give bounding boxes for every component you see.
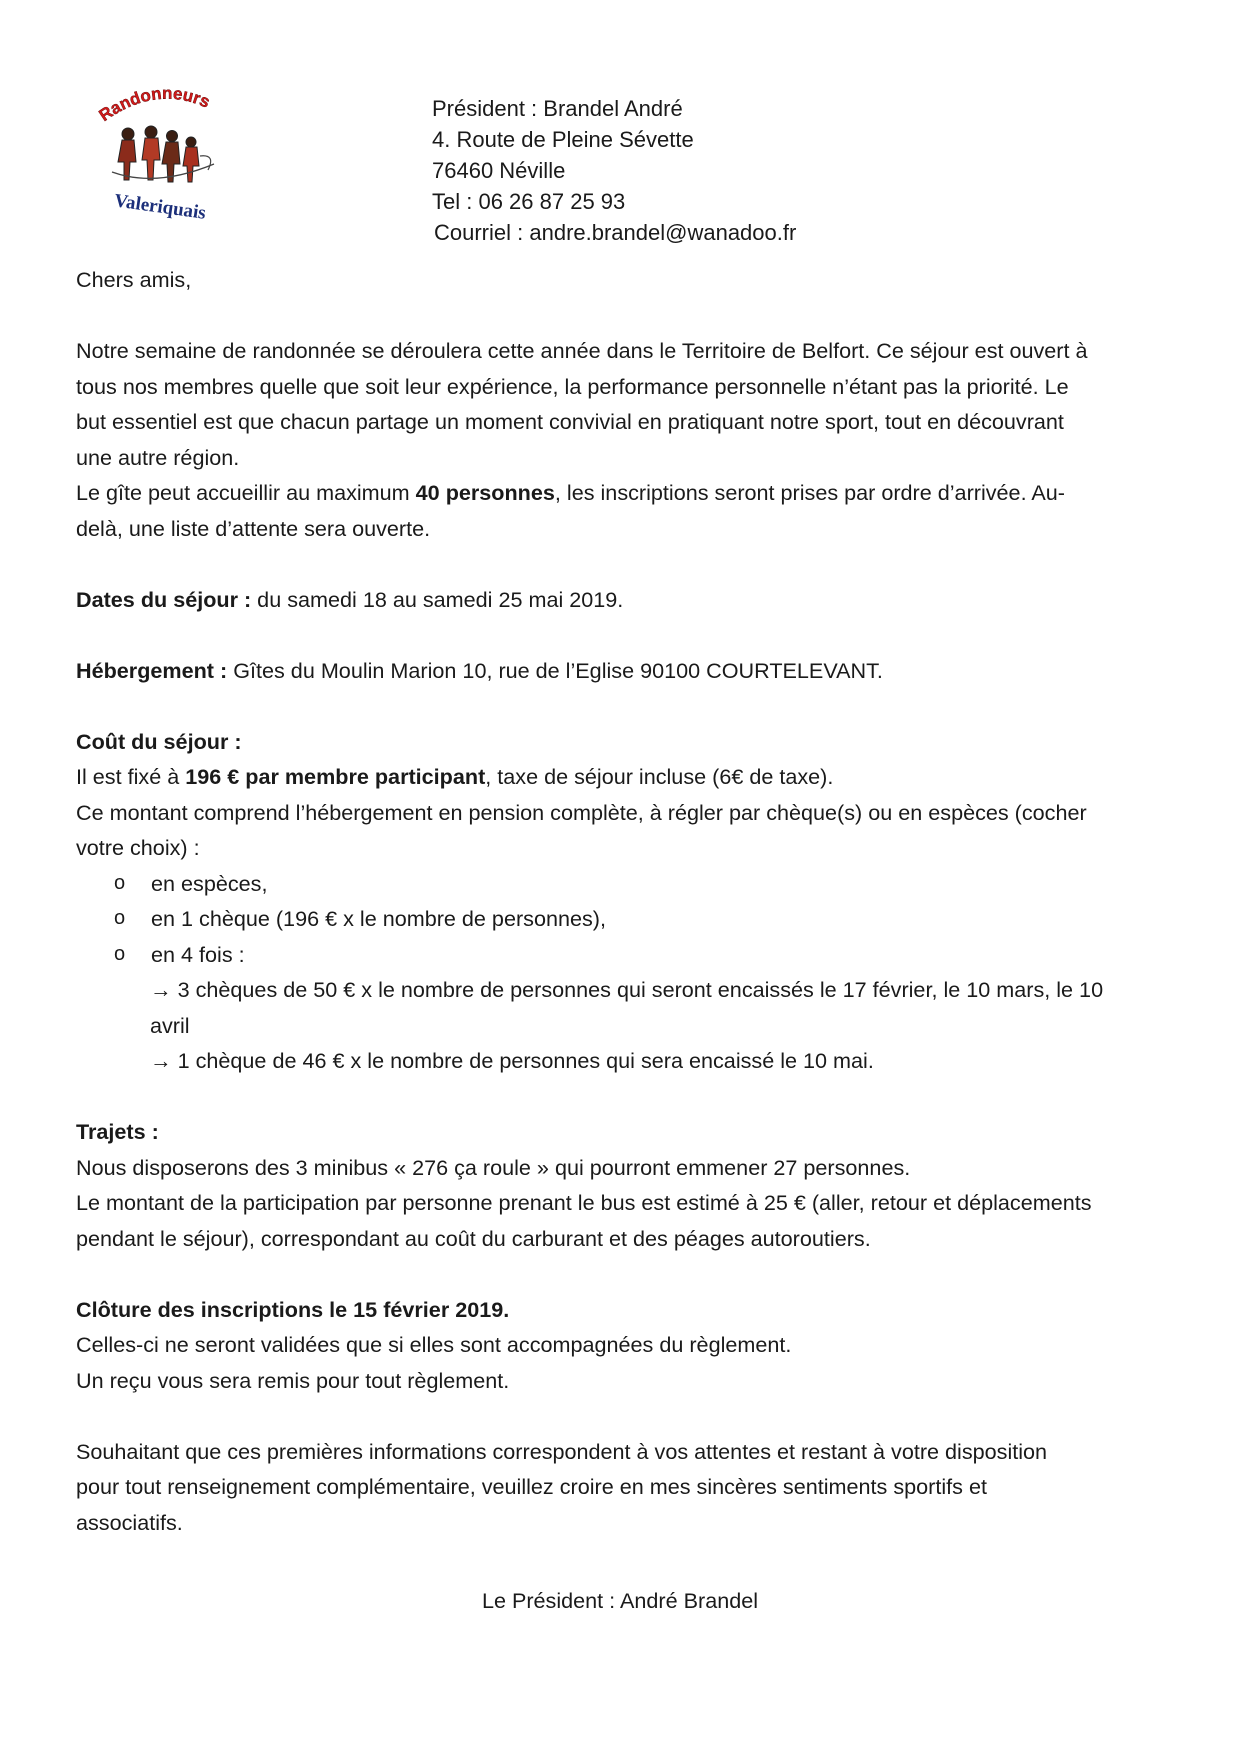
capacity-line: Le gîte peut accueillir au maximum 40 personnes, les inscriptions seront prises par ordre d’arrivée. Au-	[76, 480, 1065, 505]
trajets-line-2: Le montant de la participation par personne prenant le bus est estimé à 25 € (aller, retour et déplacements	[76, 1190, 1092, 1215]
cout-line-1: Il est fixé à 196 € par membre participant, taxe de séjour incluse (6€ de taxe).	[76, 764, 834, 789]
payment-option-one-cheque: o en 1 chèque (196 € x le nombre de personnes),	[76, 901, 1166, 937]
cloture-heading: Clôture des inscriptions le 15 février 2019.	[76, 1296, 510, 1322]
logo-bottom-text: Valeriquais	[112, 190, 208, 224]
intro-line-3: but essentiel est que chacun partage un moment convivial en pratiquant notre sport, tout en découvrant	[76, 409, 1064, 434]
price-bold: 196 € par membre participant	[185, 764, 486, 789]
option-bullet-icon: o	[114, 871, 126, 894]
capacity-bold: 40 personnes	[415, 480, 555, 505]
logo-top-text: Randonneurs	[96, 84, 213, 126]
president-line: Président : Brandel André	[432, 96, 683, 121]
closing-line-1: Souhaitant que ces premières informations correspondent à vos attentes et restant à votre disposition	[76, 1438, 1048, 1464]
cloture-line-1: Celles-ci ne seront validées que si elles sont accompagnées du règlement.	[76, 1332, 792, 1357]
intro-line-2: tous nos membres quelle que soit leur expérience, la performance personnelle n’étant pas la priorité. Le	[76, 373, 1069, 399]
cout-heading: Coût du séjour :	[76, 728, 242, 754]
closing-line-3: associatifs.	[76, 1509, 183, 1535]
letter-body	[76, 262, 1166, 1540]
trajets-heading: Trajets :	[76, 1119, 159, 1144]
address-line: 4. Route de Pleine Sévette	[432, 127, 694, 152]
signature: Le Président : André Brandel	[481, 1588, 759, 1613]
trajets-line-3: pendant le séjour), correspondant au coût du carburant et des péages autoroutiers.	[76, 1225, 871, 1251]
installment-line-1: → 3 chèques de 50 € x le nombre de personnes qui seront encaissés le 17 février, le 10 mars, le 10	[150, 977, 1104, 1002]
intro-line-1: Notre semaine de randonnée se déroulera cette année dans le Territoire de Belfort. Ce séjour est ouvert à	[76, 338, 1088, 363]
city-line: 76460 Néville	[432, 158, 566, 183]
trajets-line-1: Nous disposerons des 3 minibus « 276 ça roule » qui pourront emmener 27 personnes.	[76, 1154, 911, 1180]
cout-line-3: votre choix) :	[76, 835, 200, 860]
tel-line: Tel : 06 26 87 25 93	[432, 189, 626, 214]
intro-line-4: une autre région.	[76, 444, 240, 470]
hebergement-line: Hébergement : Gîtes du Moulin Marion 10, rue de l’Eglise 90100 COURTELEVANT.	[76, 657, 883, 683]
hebergement-label: Hébergement :	[76, 657, 228, 683]
installment-line-2: → 1 chèque de 46 € x le nombre de personnes qui sera encaissé le 10 mai.	[150, 1048, 874, 1073]
club-logo	[96, 84, 226, 224]
cout-line-2: Ce montant comprend l’hébergement en pension complète, à régler par chèque(s) ou en espèces (cocher	[76, 799, 1087, 825]
dates-label: Dates du séjour :	[76, 586, 252, 612]
dates-line: Dates du séjour : du samedi 18 au samedi 25 mai 2019.	[76, 586, 624, 612]
installment-line-1-cont: avril	[150, 1012, 190, 1038]
closing-line-2: pour tout renseignement complémentaire, veuillez croire en mes sincères sentiments sportifs et	[76, 1474, 987, 1499]
option-bullet-icon: o	[114, 907, 126, 929]
waitlist-line: delà, une liste d’attente sera ouverte.	[76, 515, 431, 541]
cloture-line-2: Un reçu vous sera remis pour tout règlement.	[76, 1367, 510, 1393]
option-bullet-icon: o	[114, 942, 126, 965]
sender-address-block	[432, 93, 796, 248]
email-line: Courriel : andre.brandel@wanadoo.fr	[434, 220, 797, 245]
greeting: Chers amis,	[76, 267, 192, 292]
payment-option-four-times: o en 4 fois :	[76, 937, 1166, 973]
hikers-logo-icon	[96, 84, 226, 224]
payment-option-cash: o en espèces,	[76, 866, 1166, 902]
